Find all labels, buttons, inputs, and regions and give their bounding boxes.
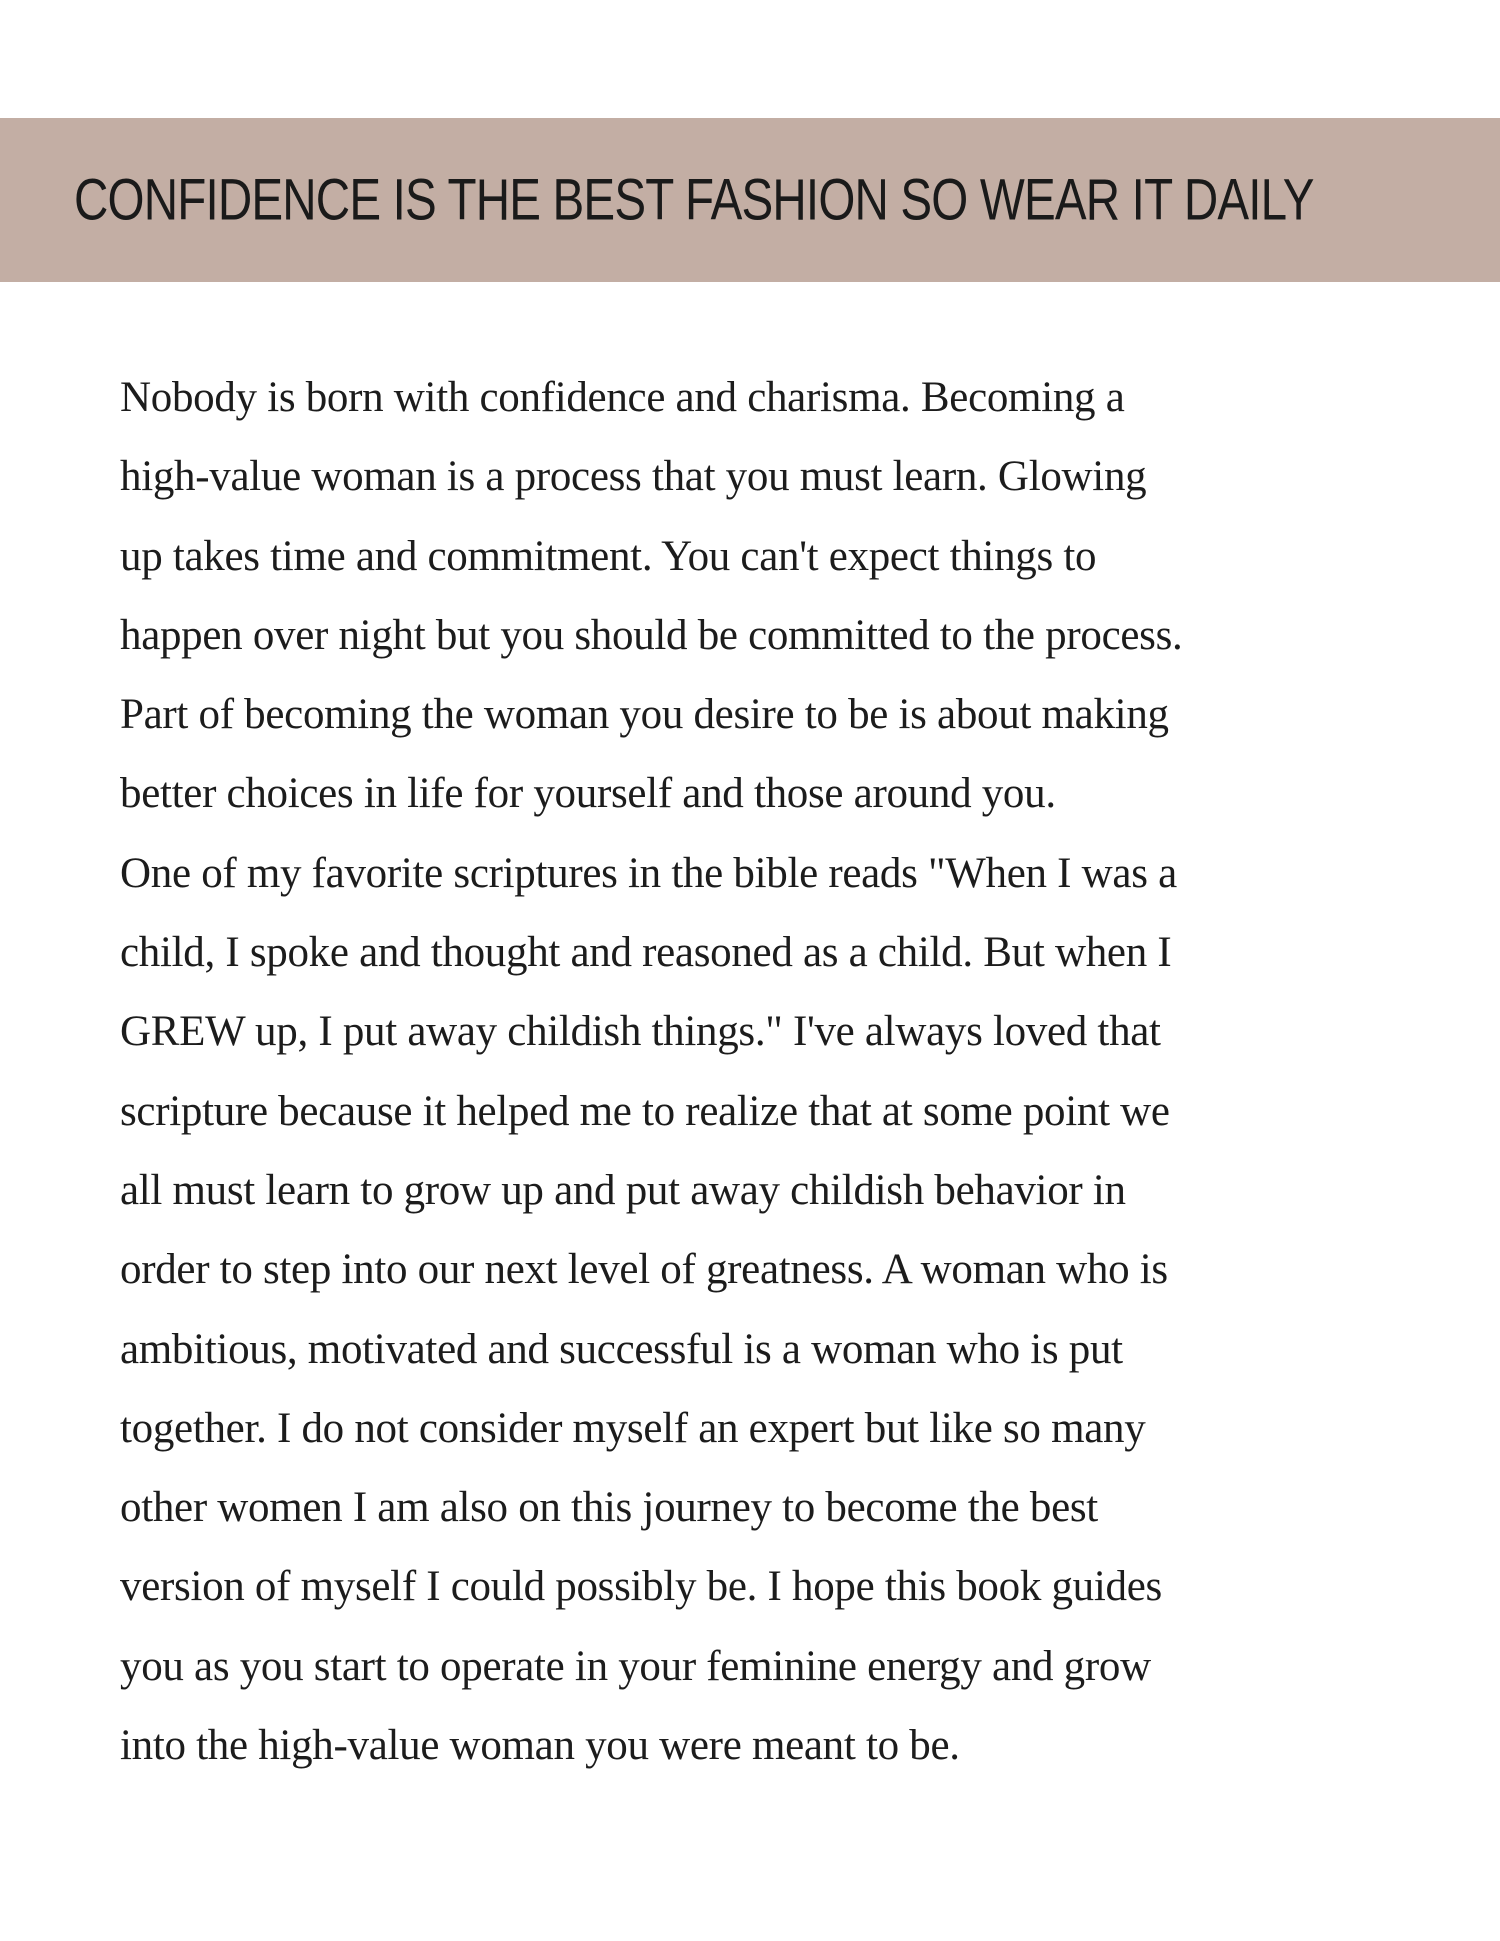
text-line: GREW up, I put away childish things." I've always loved that xyxy=(120,1008,1161,1056)
text-line: into the high-value woman you were meant to be. xyxy=(120,1722,960,1770)
text-line: high-value woman is a process that you must learn. Glowing xyxy=(120,453,1147,501)
text-line: Nobody is born with confidence and charisma. Becoming a xyxy=(120,374,1125,421)
text-line: version of myself I could possibly be. I hope this book guides xyxy=(120,1563,1162,1611)
text-line: together. I do not consider myself an expert but like so many xyxy=(120,1404,1146,1452)
page-title: CONFIDENCE IS THE BEST FASHION SO WEAR IT DAILY xyxy=(74,167,1314,233)
text-line: all must learn to grow up and put away childish behavior in xyxy=(120,1166,1126,1214)
text-line: child, I spoke and thought and reasoned as a child. But when I xyxy=(120,929,1172,977)
text-line: happen over night but you should be committed to the process. xyxy=(120,611,1183,659)
text-line: other women I am also on this journey to become the best xyxy=(120,1484,1098,1532)
text-line: ambitious, motivated and successful is a woman who is put xyxy=(120,1325,1123,1373)
body-text xyxy=(120,358,1182,1785)
text-line: better choices in life for yourself and those around you. xyxy=(120,770,1056,818)
text-line: scripture because it helped me to realize that at some point we xyxy=(120,1087,1170,1135)
title-banner xyxy=(0,118,1500,282)
text-line: Part of becoming the woman you desire to be is about making xyxy=(120,691,1169,739)
text-line: order to step into our next level of greatness. A woman who is xyxy=(120,1246,1168,1294)
text-line: up takes time and commitment. You can't expect things to xyxy=(120,532,1097,580)
text-line: One of my favorite scriptures in the bible reads "When I was a xyxy=(120,849,1177,897)
text-line: you as you start to operate in your feminine energy and grow xyxy=(120,1642,1151,1690)
